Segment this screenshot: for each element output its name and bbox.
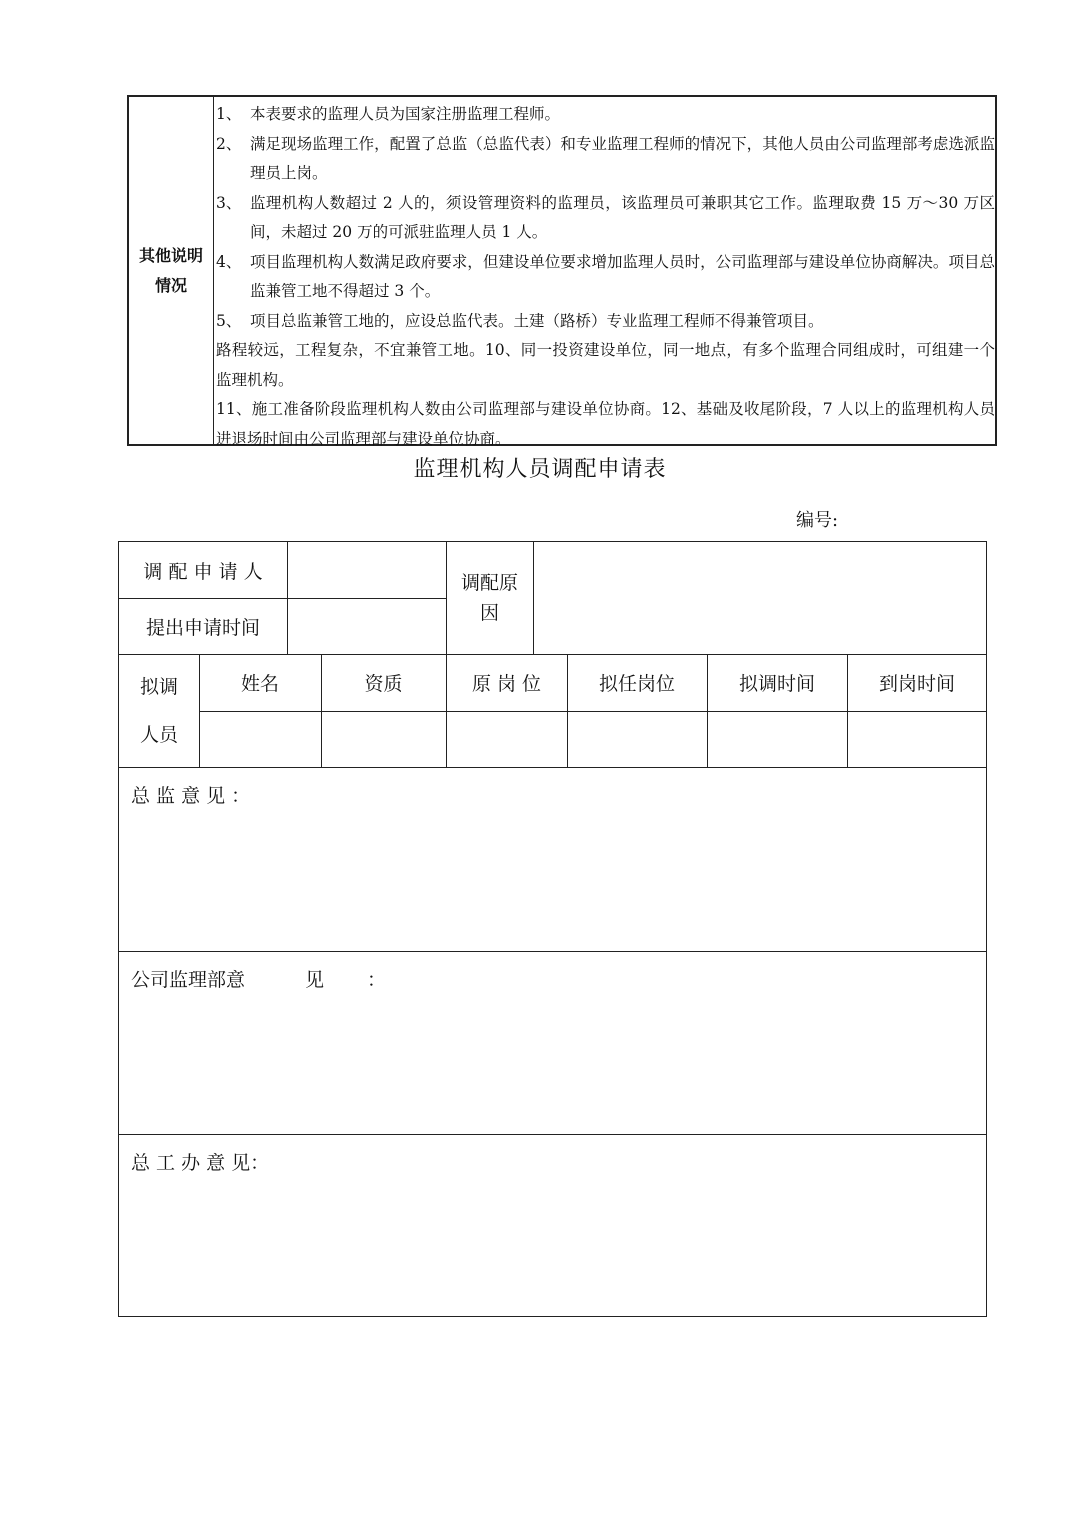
staff-label-cell bbox=[119, 654, 199, 767]
apply-time-field[interactable] bbox=[287, 598, 446, 654]
note-item bbox=[216, 307, 995, 337]
reason-label-line2: 因 bbox=[479, 602, 499, 624]
note-paragraph: 路程较远，工程复杂，不宜兼管工地。10、同一投资建设单位，同一地点，有多个监理合同组成时，可组建一个监理机构。 bbox=[216, 341, 995, 389]
note-paragraph: 11、施工准备阶段监理机构人数由公司监理部与建设单位协商。12、基础及收尾阶段，7 人以上的监理机构人员进退场时间由公司监理部与建设单位协商。 bbox=[216, 400, 995, 448]
column-header-arrival-time: 到岗时间 bbox=[878, 673, 955, 695]
notes-body bbox=[214, 97, 995, 448]
note-text: 满足现场监理工作，配置了总监（总监代表）和专业监理工程师的情况下，其他人员由公司监理部考虑选派监理员上岗。 bbox=[250, 134, 995, 182]
note-number: 3、 bbox=[216, 193, 242, 212]
note-number: 4、 bbox=[216, 252, 242, 271]
reason-field[interactable] bbox=[533, 542, 987, 654]
applicant-field[interactable] bbox=[287, 542, 446, 598]
serial-number-label: 编号: bbox=[796, 510, 839, 531]
application-form bbox=[118, 541, 987, 1317]
note-text: 监理机构人数超过 2 人的，须设管理资料的监理员，该监理员可兼职其它工作。监理取费 15 万～30 万区间，未超过 20 万的可派驻监理人员 1 人。 bbox=[250, 193, 995, 241]
column-header-name: 姓名 bbox=[240, 673, 279, 695]
note-text: 项目总监兼管工地的，应设总监代表。土建（路桥）专业监理工程师不得兼管项目。 bbox=[250, 311, 824, 330]
chief-opinion-field[interactable] bbox=[119, 767, 987, 951]
staff-name-field[interactable] bbox=[199, 711, 321, 767]
note-number: 1、 bbox=[216, 105, 242, 123]
apply-time-label-cell bbox=[119, 598, 287, 654]
form-title: 监理机构人员调配申请表 bbox=[413, 457, 667, 482]
note-text: 项目监理机构人数满足政府要求，但建设单位要求增加监理人员时，公司监理部与建设单位协商解决。项目总监兼管工地不得超过 3 个。 bbox=[250, 252, 995, 300]
reason-label-cell bbox=[446, 542, 533, 654]
staff-arrival-time-field[interactable] bbox=[847, 711, 987, 767]
office-opinion-field[interactable] bbox=[119, 1134, 987, 1316]
notes-label-line2: 情况 bbox=[154, 275, 187, 295]
note-item bbox=[216, 189, 995, 248]
note-item bbox=[216, 130, 995, 189]
chief-opinion-label: 总 监 意 见 ： bbox=[131, 785, 251, 807]
applicant-label-cell bbox=[119, 542, 287, 598]
staff-proposed-post-field[interactable] bbox=[567, 711, 707, 767]
note-item bbox=[216, 248, 995, 307]
note-number: 2、 bbox=[216, 134, 242, 153]
staff-original-post-field[interactable] bbox=[446, 711, 567, 767]
dept-opinion-label-part: 见 bbox=[305, 969, 325, 991]
dept-opinion-colon: ： bbox=[367, 969, 387, 991]
column-header-transfer-time: 拟调时间 bbox=[738, 673, 815, 695]
staff-transfer-time-field[interactable] bbox=[707, 711, 847, 767]
notes-label-cell bbox=[129, 97, 214, 444]
notes-table bbox=[127, 95, 997, 446]
staff-label-line1: 拟调 bbox=[139, 675, 178, 698]
column-header-qualification: 资质 bbox=[364, 673, 403, 695]
column-header-proposed-post: 拟任岗位 bbox=[598, 673, 675, 695]
office-opinion-label: 总 工 办 意 见： bbox=[131, 1152, 270, 1174]
staff-label-line2: 人员 bbox=[139, 723, 178, 746]
dept-opinion-field[interactable] bbox=[119, 951, 987, 1134]
apply-time-label: 提出申请时间 bbox=[145, 616, 260, 639]
dept-opinion-label: 公司监理部意 bbox=[131, 969, 246, 991]
note-text: 本表要求的监理人员为国家注册监理工程师。 bbox=[250, 105, 561, 123]
note-number: 5、 bbox=[216, 311, 242, 330]
staff-qualification-field[interactable] bbox=[321, 711, 446, 767]
note-item bbox=[216, 100, 995, 130]
applicant-label: 调 配 申 请 人 bbox=[143, 560, 263, 583]
reason-label-line1: 调配原 bbox=[460, 572, 518, 594]
notes-label-line1: 其他说明 bbox=[138, 245, 203, 265]
column-header-original-post: 原 岗 位 bbox=[471, 673, 542, 695]
